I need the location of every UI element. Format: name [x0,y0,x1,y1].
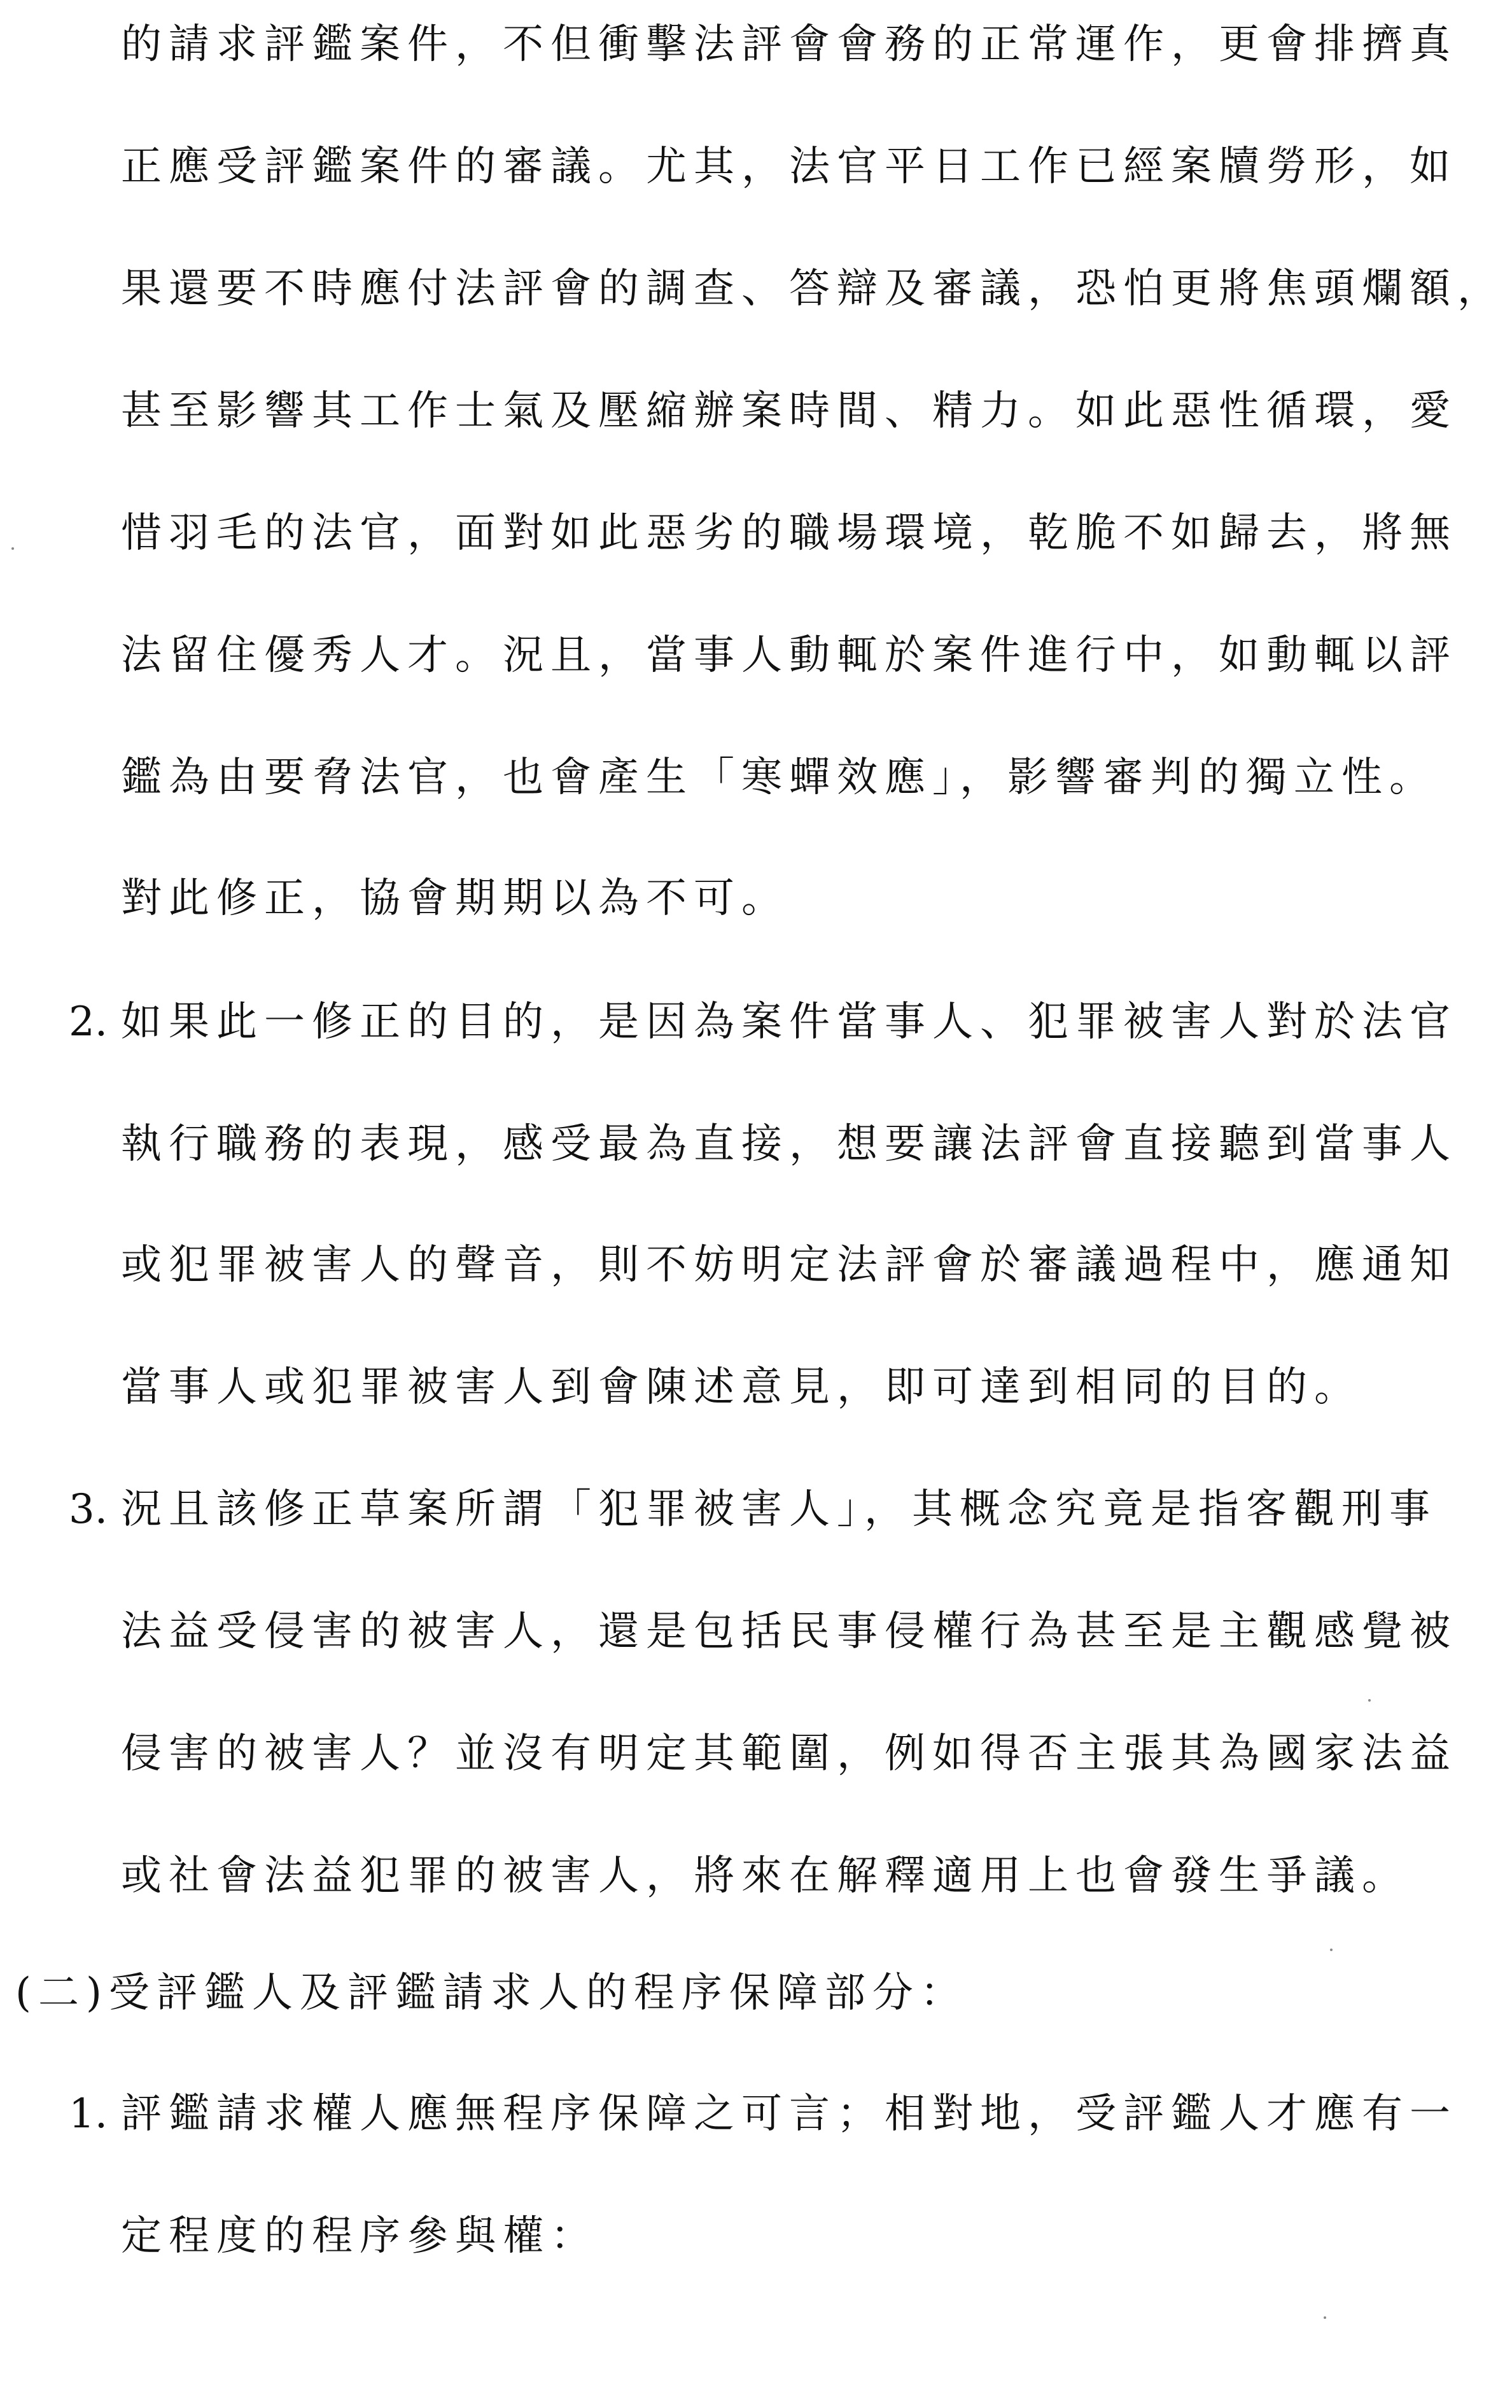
list-item-line: 法益受侵害的被害人，還是包括民事侵權行為甚至是主觀感覺被 [121,1608,1457,1655]
list-item-line: 或犯罪被害人的聲音，則不妨明定法評會於審議過程中，應通知 [121,1242,1457,1289]
paragraph-line: 法留住優秀人才。況且，當事人動輒於案件進行中，如動輒以評 [121,632,1457,679]
list-item-line: 當事人或犯罪被害人到會陳述意見，即可達到相同的目的。 [121,1364,1362,1411]
paragraph-line: 惜羽毛的法官，面對如此惡劣的職場環境，乾脆不如歸去，將無 [121,510,1457,557]
list-item-number: 3. [69,1486,108,1533]
list-item-line: 如果此一修正的目的，是因為案件當事人、犯罪被害人對於法官 [121,998,1457,1046]
paragraph-line: 正應受評鑑案件的審議。尤其，法官平日工作已經案牘勞形，如 [121,143,1457,190]
paragraph-line: 對此修正，協會期期以為不可。 [121,875,789,922]
list-item-line: 侵害的被害人？並沒有明定其範圍，例如得否主張其為國家法益 [121,1730,1457,1777]
paragraph-line: 鑑為由要脅法官，也會產生「寒蟬效應」，影響審判的獨立性。 [121,754,1437,801]
paragraph-line: 甚至影響其工作士氣及壓縮辦案時間、精力。如此惡性循環，愛 [121,388,1457,435]
list-item-number: 2. [69,998,108,1046]
scan-speck [1330,1949,1333,1951]
list-item-line: 定程度的程序參與權： [121,2213,598,2260]
list-item-number: 1. [69,2090,108,2138]
list-item-line: 執行職務的表現，感受最為直接，想要讓法評會直接聽到當事人 [121,1121,1457,1168]
scan-speck [1324,2316,1326,2319]
list-item-line: 評鑑請求權人應無程序保障之可言；相對地，受評鑑人才應有一 [121,2090,1457,2138]
paragraph-line: 的請求評鑑案件，不但衝擊法評會會務的正常運作，更會排擠真 [121,21,1457,68]
scan-speck [11,547,14,550]
section-heading: (二)受評鑑人及評鑑請求人的程序保障部分： [15,1970,968,2017]
paragraph-line: 果還要不時應付法評會的調查、答辯及審議，恐怕更將焦頭爛額， [121,265,1505,312]
list-item-line: 況且該修正草案所謂「犯罪被害人」，其概念究竟是指客觀刑事 [121,1486,1437,1533]
scan-speck [1368,1699,1371,1702]
list-item-line: 或社會法益犯罪的被害人，將來在解釋適用上也會發生爭議。 [121,1852,1410,1900]
